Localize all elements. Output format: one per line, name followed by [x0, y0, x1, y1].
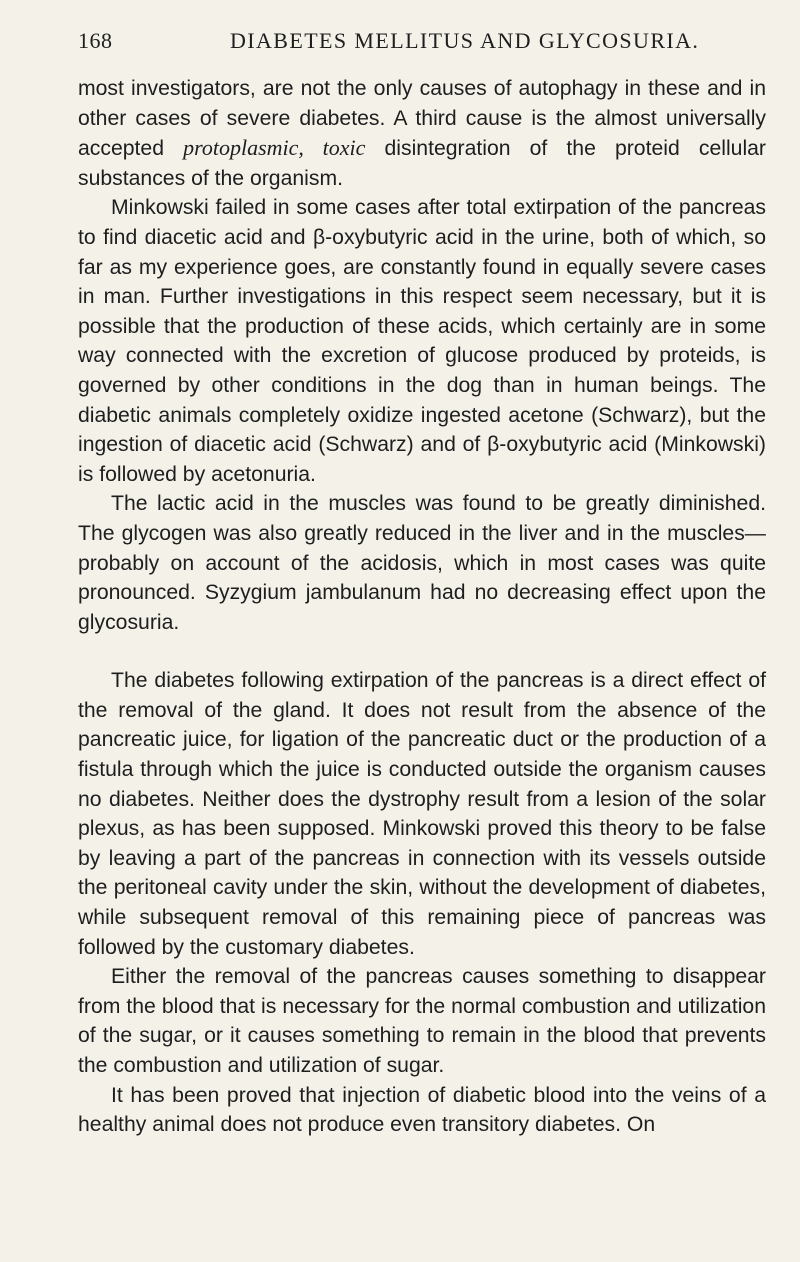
running-head: [78, 28, 760, 56]
paragraph: Either the removal of the pancreas causes something to disappear from the blood that is necessary for the normal combustion and utilization of the sugar, or it causes something to remain in the blood that prevents the combustion and utilization of sugar.: [78, 965, 766, 1077]
paragraph-continued: [78, 74, 766, 193]
emphasis-text: protoplasmic, toxic: [183, 135, 366, 161]
paragraph-text: most investigators, are not the only causes of autophagy in these and in other cases of severe diabetes. A third cause is the almost universally accepted: [78, 77, 766, 161]
page-number: 168: [78, 28, 113, 53]
paragraph: Minkowski failed in some cases after total extirpation of the pancreas to find diacetic acid and β-oxybutyric acid in the urine, both of which, so far as my experience goes, are constantly found in equally severe cases in man. Further investigations in this respect seem necessary, but it is possible that the production of these acids, which certainly are in some way connected with the excretion of glucose produced by proteids, is governed by other conditions in the dog than in human beings. The diabetic animals completely oxidize ingested acetone (Schwarz), but the ingestion of diacetic acid (Schwarz) and of β-oxybutyric acid (Minkowski) is followed by acetonuria.: [78, 196, 766, 486]
body-text: [78, 74, 766, 1140]
paragraph: The lactic acid in the muscles was found to be greatly diminished. The glycogen was also greatly reduced in the liver and in the muscles—probably on account of the acidosis, which in most cases was quite pronounced. Syzygium jambulanum had no decreasing effect upon the glycosuria.: [78, 492, 766, 634]
paragraph: It has been proved that injection of diabetic blood into the veins of a healthy animal does not produce even transitory diabetes. On: [78, 1083, 766, 1137]
paragraph-text: disintegration of the proteid cellular substances of the organism.: [78, 137, 766, 190]
paragraph: The diabetes following extirpation of the pancreas is a direct effect of the removal of the gland. It does not result from the absence of the pancreatic juice, for ligation of the pancreatic duct or the production of a fistula through which the juice is conducted outside the organism causes no diabetes. Neither does the dystrophy result from a lesion of the solar plexus, as has been supposed. Minkowski proved this theory to be false by leaving a part of the pancreas in connection with its vessels outside the peritoneal cavity under the skin, without the development of diabetes, while subsequent removal of this remaining piece of pancreas was followed by the customary diabetes.: [78, 669, 766, 959]
running-title: DIABETES MELLITUS AND GLYCOSURIA.: [230, 28, 700, 53]
